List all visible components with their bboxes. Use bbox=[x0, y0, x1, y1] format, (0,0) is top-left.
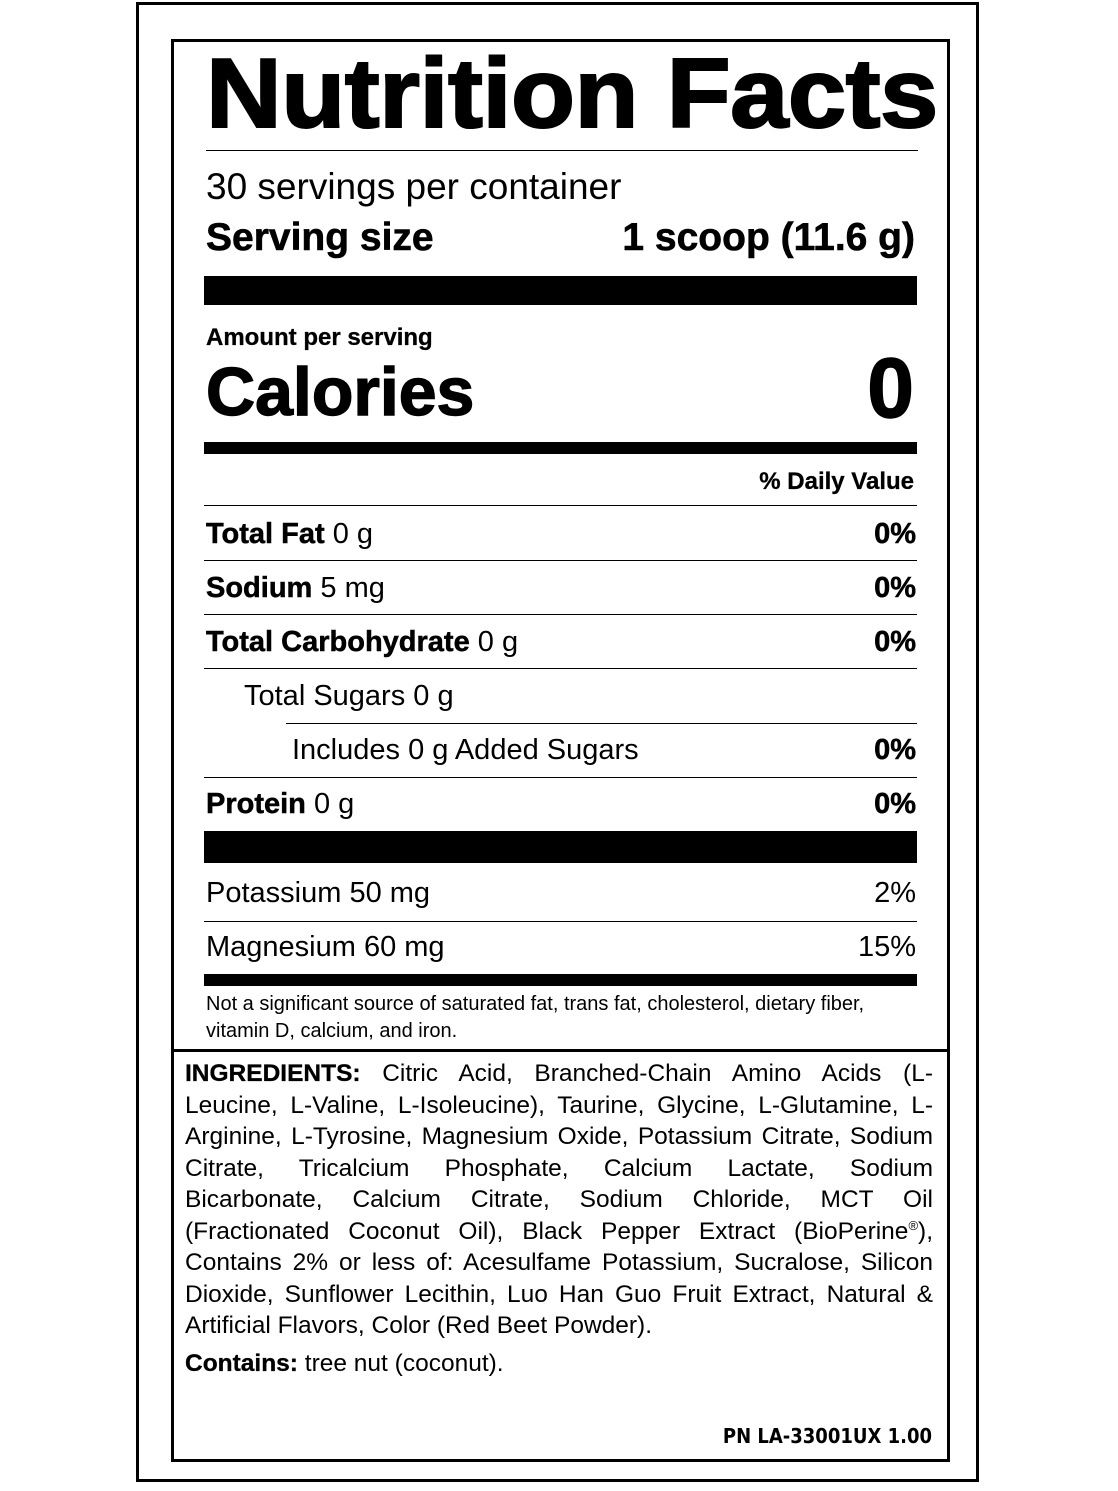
divider-hairline bbox=[204, 614, 917, 615]
nutrient-row-protein bbox=[206, 784, 916, 824]
servings-per-container: 30 servings per container bbox=[206, 166, 622, 207]
divider-medium-bar bbox=[204, 974, 917, 986]
nutrient-row-sodium bbox=[206, 568, 916, 608]
nutrient-label: Total Sugars 0 g bbox=[244, 680, 454, 712]
divider-hairline bbox=[206, 150, 918, 151]
nutrient-daily-value: 0% bbox=[874, 626, 916, 658]
nutrient-label: Sodium 5 mg bbox=[206, 572, 385, 604]
ingredients-text-continued: ), Contains 2% or less of: Acesulfame Potassium, Sucralose, Silicon Dioxide, Sunflower Lecithin, Luo Han Guo Fruit Extract, Natural & Artificial Flavors, Color (Red Beet Powder). bbox=[185, 1217, 933, 1339]
divider-thick-bar bbox=[204, 276, 917, 305]
allergen-text: tree nut (coconut). bbox=[304, 1350, 504, 1377]
divider-hairline bbox=[204, 668, 917, 669]
serving-size-value: 1 scoop (11.6 g) bbox=[622, 216, 915, 259]
allergen-statement bbox=[185, 1348, 504, 1380]
calories-label: Calories bbox=[206, 354, 475, 430]
nutrient-row-total-carbohydrate bbox=[206, 622, 916, 662]
registered-trademark-mark: ® bbox=[908, 1217, 919, 1233]
mineral-label: Potassium 50 mg bbox=[206, 877, 431, 909]
nutrient-daily-value: 0% bbox=[874, 734, 916, 766]
calories-value: 0 bbox=[867, 341, 914, 435]
section-divider bbox=[171, 1049, 950, 1052]
ingredients-text: Citric Acid, Branched-Chain Amino Acids (L-Leucine, L-Valine, L-Isoleucine), Taurine, Glycine, L-Glutamine, L-Arginine, L-Tyrosine, Magnesium Oxide, Potassium Citrate, Sodium Citrate, Tricalcium Phosphate, Calcium Lactate, Sodium Bicarbonate, Calcium Citrate, Sodium Chloride, MCT Oil (Fractionated Coconut Oil), Black Pepper Extract (BioPerine bbox=[185, 1060, 933, 1245]
divider-medium-bar bbox=[204, 442, 917, 454]
mineral-daily-value: 15% bbox=[857, 931, 916, 963]
mineral-row-magnesium bbox=[206, 927, 916, 967]
divider-hairline-indented bbox=[286, 723, 917, 724]
footnote: Not a significant source of saturated fat, trans fat, cholesterol, dietary fiber, vitamin D, calcium, and iron. bbox=[206, 993, 865, 1042]
serving-size-label: Serving size bbox=[206, 216, 434, 259]
nutrient-row-total-fat bbox=[206, 514, 916, 554]
nutrient-label: Protein 0 g bbox=[206, 788, 355, 820]
nutrient-label: Includes 0 g Added Sugars bbox=[292, 734, 639, 766]
ingredients-label: INGREDIENTS: bbox=[185, 1060, 361, 1087]
nutrient-row-added-sugars bbox=[292, 730, 916, 770]
mineral-label: Magnesium 60 mg bbox=[206, 931, 445, 963]
panel-title: Nutrition Facts bbox=[206, 38, 938, 148]
daily-value-header: % Daily Value bbox=[759, 468, 914, 495]
nutrient-label: Total Carbohydrate 0 g bbox=[206, 626, 519, 658]
part-number: PN LA-33001UX 1.00 bbox=[722, 1424, 932, 1448]
divider-hairline bbox=[204, 505, 917, 506]
nutrient-daily-value: 0% bbox=[874, 788, 916, 820]
divider-hairline bbox=[204, 921, 917, 922]
nutrient-daily-value: 0% bbox=[874, 572, 916, 604]
nutrient-row-total-sugars bbox=[244, 676, 916, 716]
nutrient-label: Total Fat 0 g bbox=[206, 518, 374, 550]
mineral-row-potassium bbox=[206, 873, 916, 913]
allergen-label: Contains: bbox=[185, 1350, 298, 1377]
divider-hairline bbox=[204, 777, 917, 778]
ingredients-statement bbox=[185, 1058, 933, 1342]
nutrient-daily-value: 0% bbox=[874, 518, 916, 550]
mineral-daily-value: 2% bbox=[874, 877, 916, 909]
divider-thick-bar bbox=[204, 831, 917, 863]
amount-per-serving: Amount per serving bbox=[206, 324, 433, 351]
divider-hairline bbox=[204, 560, 917, 561]
